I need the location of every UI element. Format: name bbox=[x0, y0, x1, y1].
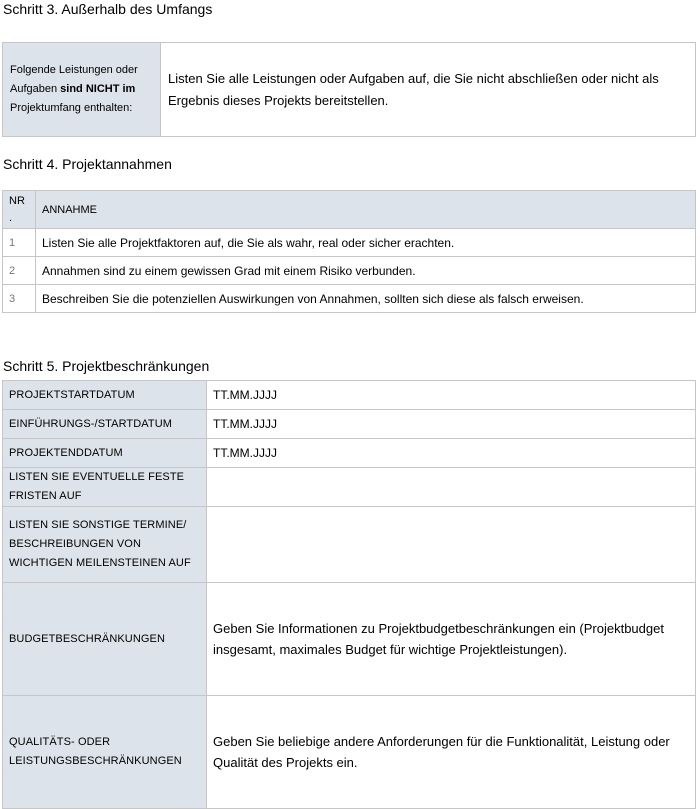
out-of-scope-table bbox=[2, 42, 696, 137]
constraint-value[interactable]: TT.MM.JJJJ bbox=[207, 439, 696, 468]
constraint-label: EINFÜHRUNGS-/STARTDATUM bbox=[3, 410, 207, 439]
assumptions-table bbox=[2, 190, 696, 313]
table-row bbox=[3, 285, 696, 313]
table-row bbox=[3, 229, 696, 257]
table-row bbox=[3, 381, 696, 410]
constraint-label: PROJEKTENDDATUM bbox=[3, 439, 207, 468]
assumption-nr: 1 bbox=[3, 229, 36, 257]
table-row bbox=[3, 696, 696, 809]
constraint-value[interactable]: TT.MM.JJJJ bbox=[207, 410, 696, 439]
constraint-value[interactable]: TT.MM.JJJJ bbox=[207, 381, 696, 410]
constraint-value[interactable] bbox=[207, 468, 696, 507]
assumption-text[interactable]: Beschreiben Sie die potenziellen Auswirkungen von Annahmen, sollten sich diese als falsch erweisen. bbox=[36, 285, 696, 313]
out-of-scope-label bbox=[3, 43, 161, 137]
out-of-scope-label-part2: Projektumfang enthalten: bbox=[10, 102, 133, 114]
constraint-label: LISTEN SIE EVENTUELLE FESTE FRISTEN AUF bbox=[3, 468, 207, 507]
table-row bbox=[3, 439, 696, 468]
constraint-label: LISTEN SIE SONSTIGE TERMINE/ BESCHREIBUNGEN VON WICHTIGEN MEILENSTEINEN AUF bbox=[3, 507, 207, 583]
assumption-text[interactable]: Annahmen sind zu einem gewissen Grad mit einem Risiko verbunden. bbox=[36, 257, 696, 285]
table-row bbox=[3, 410, 696, 439]
table-row bbox=[3, 257, 696, 285]
section3-heading: Schritt 3. Außerhalb des Umfangs bbox=[3, 1, 213, 17]
constraint-value[interactable]: Geben Sie beliebige andere Anforderungen für die Funktionalität, Leistung oder Qualität des Projekts ein. bbox=[207, 696, 696, 809]
assumption-text[interactable]: Listen Sie alle Projektfaktoren auf, die Sie als wahr, real oder sicher erachten. bbox=[36, 229, 696, 257]
section5-heading: Schritt 5. Projektbeschränkungen bbox=[3, 358, 210, 374]
constraint-value[interactable]: Geben Sie Informationen zu Projektbudgetbeschränkungen ein (Projektbudget insgesamt, maximales Budget für wichtige Projektleistungen). bbox=[207, 583, 696, 696]
constraint-value[interactable] bbox=[207, 507, 696, 583]
constraint-label: QUALITÄTS- ODER LEISTUNGSBESCHRÄNKUNGEN bbox=[3, 696, 207, 809]
assumptions-header-annahme: ANNAHME bbox=[36, 191, 696, 229]
out-of-scope-label-bold: sind NICHT im bbox=[60, 83, 136, 95]
constraint-label: BUDGETBESCHRÄNKUNGEN bbox=[3, 583, 207, 696]
out-of-scope-label-part1: Folgende Leistungen oder Aufgaben bbox=[10, 64, 138, 95]
table-row bbox=[3, 583, 696, 696]
assumptions-header-nr: NR . bbox=[3, 191, 36, 229]
assumption-nr: 3 bbox=[3, 285, 36, 313]
assumption-nr: 2 bbox=[3, 257, 36, 285]
section4-heading: Schritt 4. Projektannahmen bbox=[3, 156, 172, 172]
table-row bbox=[3, 468, 696, 507]
constraints-table bbox=[2, 380, 696, 809]
table-row bbox=[3, 507, 696, 583]
constraint-label: PROJEKTSTARTDATUM bbox=[3, 381, 207, 410]
out-of-scope-value[interactable]: Listen Sie alle Leistungen oder Aufgaben auf, die Sie nicht abschließen oder nicht als Ergebnis dieses Projekts bereitstellen. bbox=[161, 43, 696, 137]
